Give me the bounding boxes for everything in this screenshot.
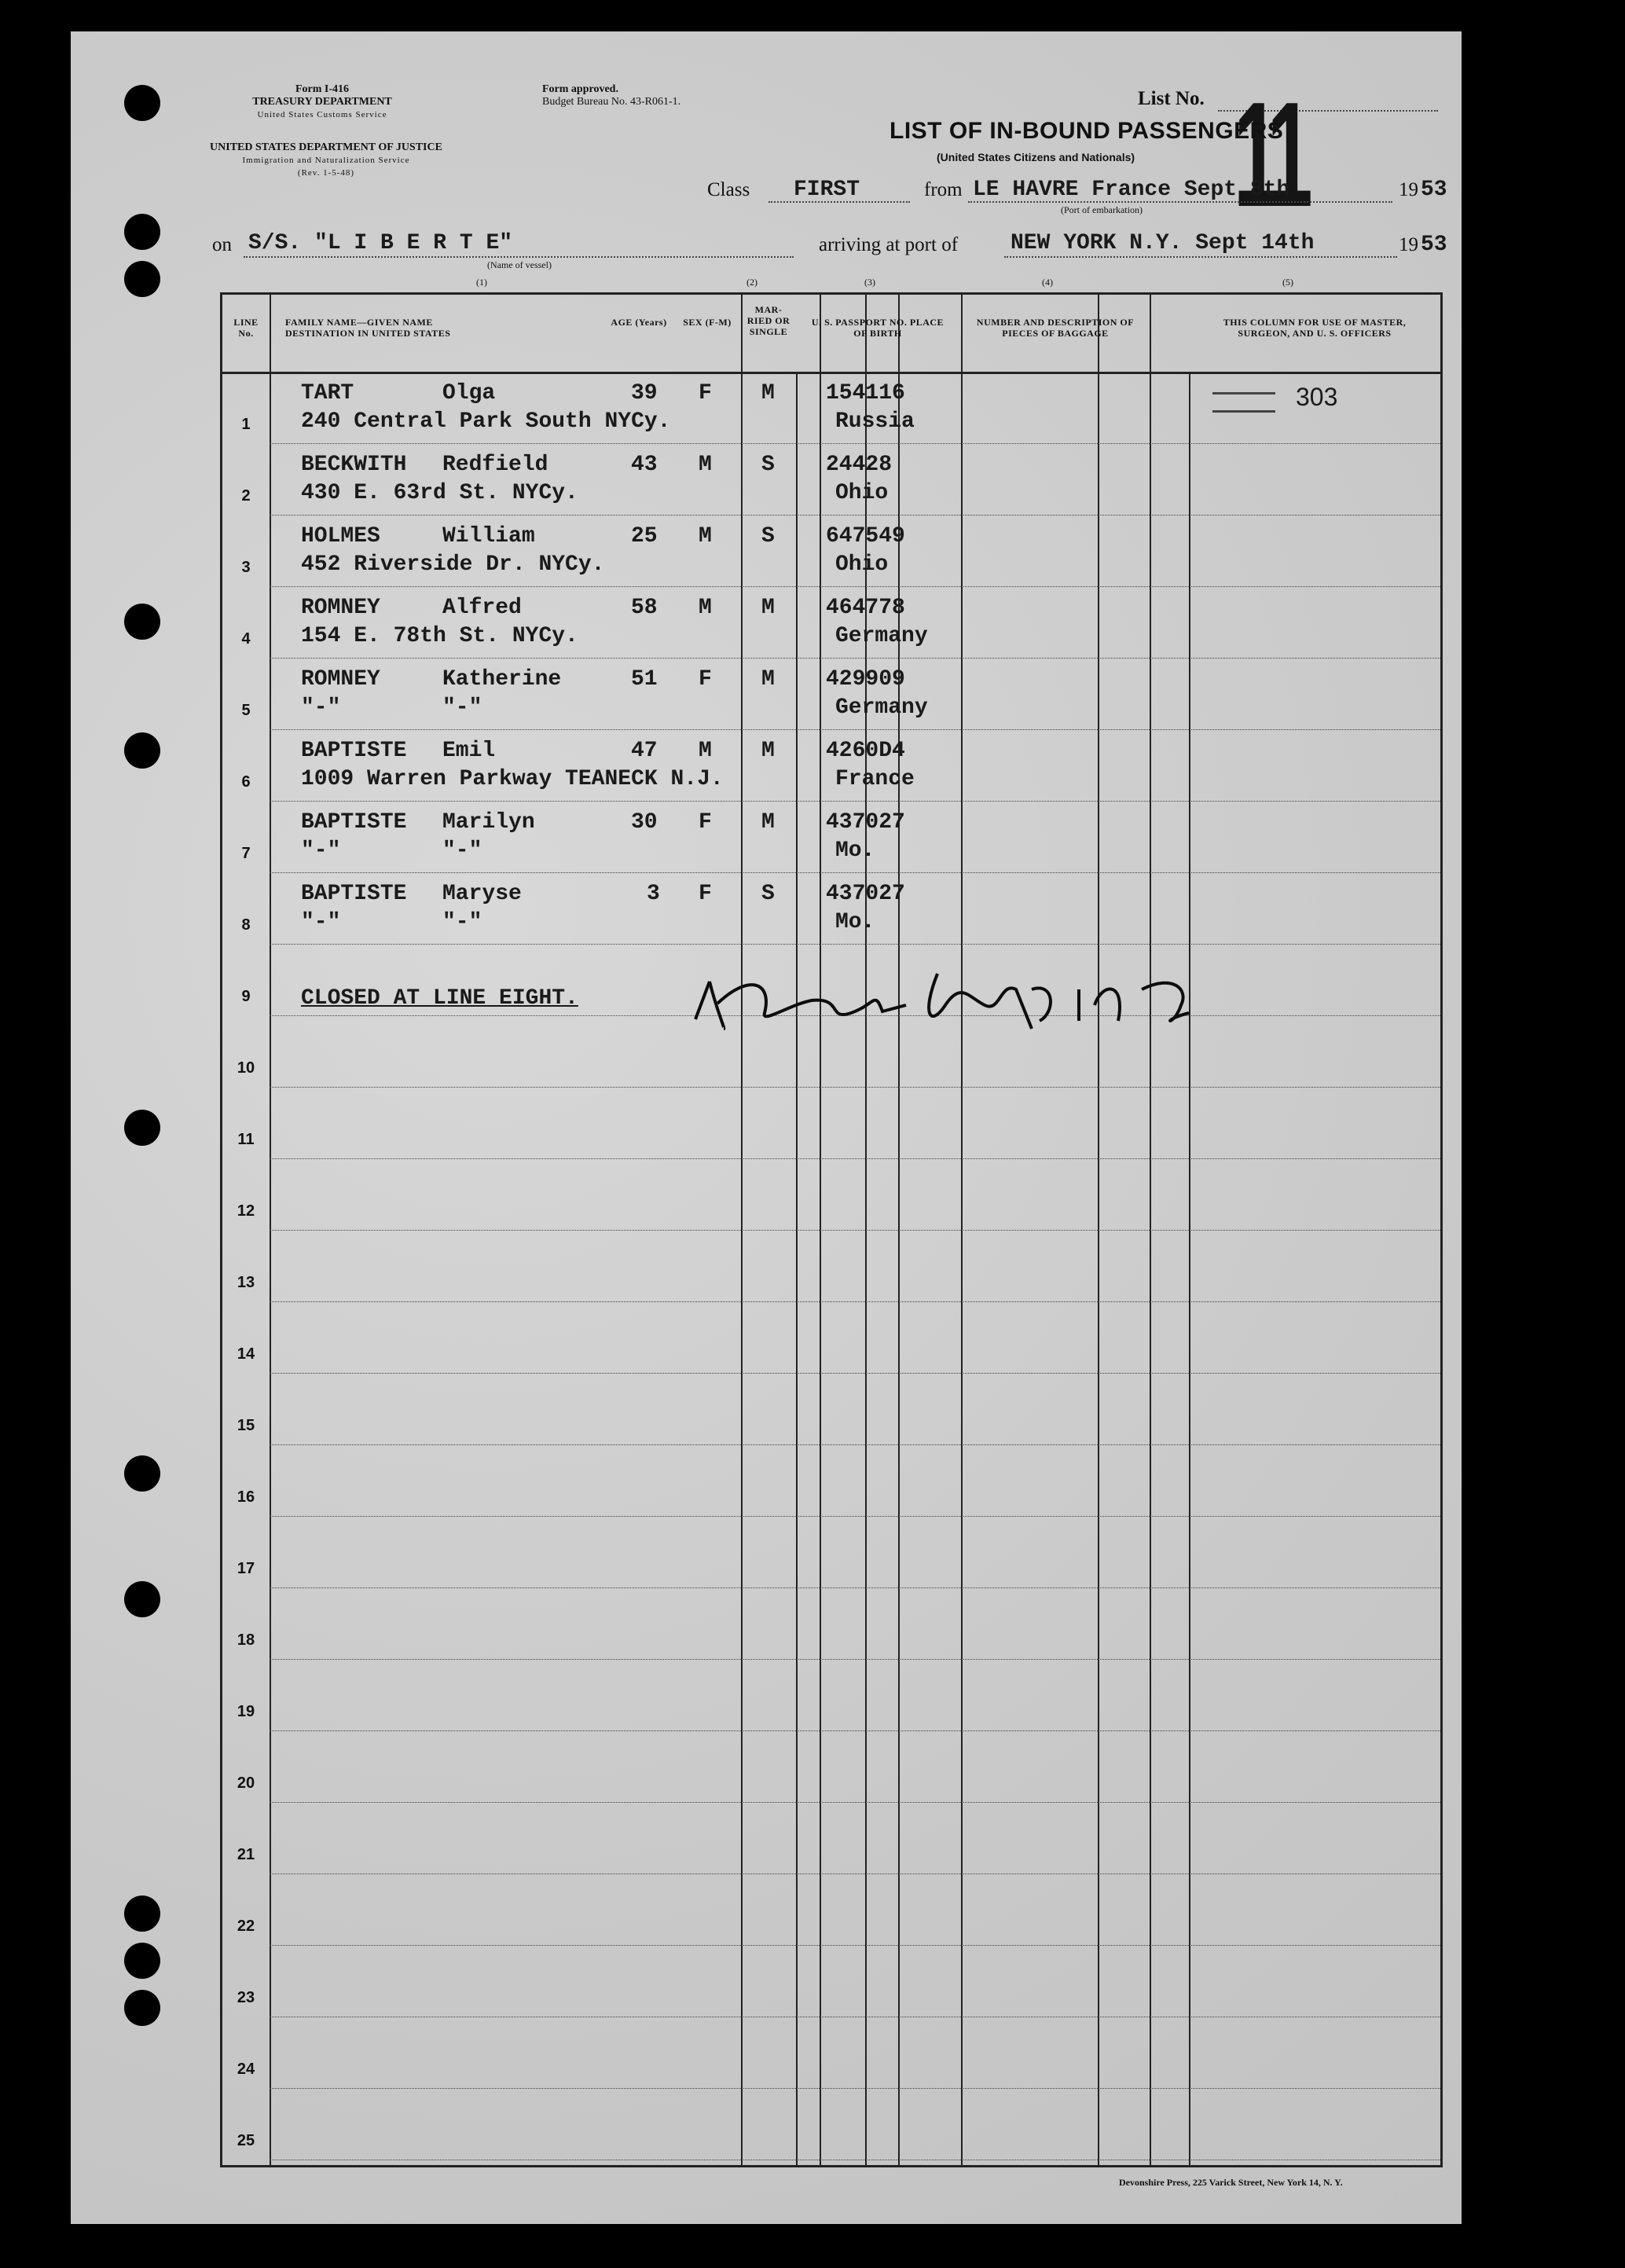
line-number: 24 [237, 2061, 255, 2078]
line-number: 16 [237, 1488, 255, 1506]
on-label: on [212, 234, 232, 255]
passenger-given-name: Redfield [442, 453, 548, 477]
passenger-surname: BAPTISTE [301, 882, 407, 906]
ins-service: Immigration and Naturalization Service [242, 156, 410, 165]
passenger-given-name: Katherine [442, 667, 562, 692]
passenger-destination: 452 Riverside Dr. NYCy. [301, 552, 605, 577]
line-number: 17 [237, 1560, 255, 1577]
form-approval [542, 83, 746, 108]
passenger-marital-status: M [761, 381, 775, 406]
row-rule [270, 1444, 1440, 1445]
row-rule [270, 1802, 1440, 1803]
arriving-label: arriving at port of [819, 234, 959, 255]
passenger-surname: BECKWITH [301, 453, 407, 477]
arriving-line [1004, 256, 1397, 258]
officer-note: 303 [1296, 383, 1338, 411]
passenger-destination: 240 Central Park South NYCy. [301, 409, 671, 434]
row-rule [270, 2088, 1440, 2089]
binder-hole [124, 1943, 160, 1979]
line-number: 8 [241, 916, 251, 934]
row-rule [270, 872, 1440, 873]
col-header-baggage: NUMBER AND DESCRIPTION OF PIECES OF BAGGAGE [976, 317, 1135, 339]
line-number: 11 [237, 1131, 255, 1148]
passenger-given-name: Marilyn [442, 810, 535, 835]
col-divider [796, 372, 798, 2165]
passport-number: 437027 [826, 810, 905, 835]
passenger-destination: 154 E. 78th St. NYCy. [301, 624, 578, 648]
passenger-marital-status: S [761, 453, 775, 477]
form-header-left [204, 83, 440, 121]
row-rule [270, 1301, 1440, 1302]
col-header-name: FAMILY NAME—GIVEN NAME DESTINATION IN UNITED STATES [285, 317, 451, 339]
passenger-sex: M [699, 453, 712, 477]
from-year-value: 53 [1421, 178, 1447, 202]
passenger-age: 51 [631, 667, 658, 692]
row-rule [270, 801, 1440, 802]
passenger-age: 58 [631, 596, 658, 620]
row-rule [270, 1230, 1440, 1231]
passenger-marital-status: S [761, 882, 775, 906]
col-header-officers: THIS COLUMN FOR USE OF MASTER, SURGEON, AND U. S. OFFICERS [1223, 317, 1407, 339]
signature-stroke [695, 982, 906, 1029]
passenger-surname: BAPTISTE [301, 739, 407, 763]
passport-number: 24428 [826, 453, 893, 477]
col-marker-3: (3) [864, 277, 875, 288]
binder-hole [124, 1990, 160, 2026]
line-number: 6 [241, 773, 251, 791]
binder-hole [124, 214, 160, 250]
col-divider [1189, 372, 1190, 2165]
officer-signature [686, 958, 1205, 1037]
line-number: 7 [241, 845, 251, 862]
form-title: LIST OF IN-BOUND PASSENGERS [890, 118, 1284, 144]
passport-number: 154116 [826, 381, 905, 406]
row-rule [270, 729, 1440, 730]
form-header-justice [196, 141, 456, 179]
line-number: 18 [237, 1631, 255, 1649]
row-rule [270, 658, 1440, 659]
col-header-passport: U. S. PASSPORT NO. PLACE OF BIRTH [811, 317, 945, 339]
passenger-given-name: Olga [442, 381, 496, 406]
passenger-sex: F [699, 882, 712, 906]
arriving-value: NEW YORK N.Y. Sept 14th [1011, 231, 1315, 255]
place-of-birth: France [835, 767, 915, 791]
row-rule [270, 1730, 1440, 1731]
passenger-destination: 430 E. 63rd St. NYCy. [301, 481, 578, 505]
row-rule [270, 1087, 1440, 1088]
passenger-marital-status: M [761, 667, 775, 692]
line-number: 10 [237, 1059, 255, 1077]
justice-dept: UNITED STATES DEPARTMENT OF JUSTICE [210, 141, 442, 153]
line-number: 13 [237, 1274, 255, 1291]
budget-text: Budget Bureau No. 43-R061-1. [542, 96, 681, 108]
line-number: 15 [237, 1417, 255, 1434]
line-number: 5 [241, 702, 251, 719]
line-number: 1 [241, 416, 251, 433]
passenger-marital-status: M [761, 596, 775, 620]
line-number: 2 [241, 487, 251, 505]
place-of-birth: Ohio [835, 552, 889, 577]
passenger-marital-status: M [761, 739, 775, 763]
passenger-sex: F [699, 667, 712, 692]
place-of-birth: Russia [835, 409, 915, 434]
passenger-destination: "-" [301, 910, 341, 934]
from-value: LE HAVRE France Sept 8th [973, 178, 1290, 202]
passport-number: 647549 [826, 524, 905, 549]
row-rule [270, 944, 1440, 945]
passenger-sex: F [699, 810, 712, 835]
passenger-destination-ditto: "-" [442, 910, 482, 934]
place-of-birth: Ohio [835, 481, 889, 505]
line-number: 20 [237, 1774, 255, 1792]
passenger-marital-status: S [761, 524, 775, 549]
header-rule [222, 372, 1440, 374]
line-number: 12 [237, 1202, 255, 1220]
passenger-sex: M [699, 596, 712, 620]
class-label: Class [707, 179, 750, 200]
line-number: 14 [237, 1345, 255, 1363]
closed-text: CLOSED AT LINE EIGHT. [301, 986, 578, 1011]
passenger-marital-status: M [761, 810, 775, 835]
row-rule [270, 1587, 1440, 1588]
row-rule [270, 1516, 1440, 1517]
vessel-value: S/S. "L I B E R T E" [248, 231, 513, 255]
line-number: 21 [237, 1846, 255, 1863]
form-subtitle: (United States Citizens and Nationals) [937, 151, 1135, 163]
officer-mark [1212, 392, 1275, 413]
row-rule [270, 443, 1440, 444]
passenger-surname: ROMNEY [301, 667, 380, 692]
passenger-destination: "-" [301, 695, 341, 720]
place-of-birth: Germany [835, 695, 928, 720]
passenger-sex: M [699, 739, 712, 763]
binder-hole [124, 1581, 160, 1617]
col-header-sex: SEX (F-M) [683, 317, 732, 328]
from-year-label: 19 [1399, 179, 1418, 200]
passport-number: 464778 [826, 596, 905, 620]
passenger-age: 30 [631, 810, 658, 835]
from-label: from [924, 179, 963, 200]
passenger-age: 25 [631, 524, 658, 549]
binder-hole [124, 732, 160, 769]
binder-hole [124, 604, 160, 640]
treasury-dept: TREASURY DEPARTMENT [252, 96, 392, 108]
passport-number: 4260D4 [826, 739, 905, 763]
vessel-caption: (Name of vessel) [487, 259, 552, 270]
row-rule [270, 586, 1440, 587]
passport-number: 429909 [826, 667, 905, 692]
passenger-destination-ditto: "-" [442, 839, 482, 863]
col-header-age: AGE (Years) [611, 317, 667, 328]
passenger-given-name: Alfred [442, 596, 522, 620]
port-embark-caption: (Port of embarkation) [1061, 204, 1143, 215]
line-number: 4 [241, 630, 251, 648]
place-of-birth: Mo. [835, 839, 875, 863]
passenger-age: 43 [631, 453, 658, 477]
col-marker-1: (1) [476, 277, 487, 288]
passenger-age: 47 [631, 739, 658, 763]
passenger-age: 3 [647, 882, 660, 906]
row-rule [270, 1158, 1440, 1159]
list-no-label: List No. [1138, 88, 1205, 109]
customs-service: United States Customs Service [257, 110, 387, 119]
passenger-surname: TART [301, 381, 354, 406]
binder-hole [124, 1896, 160, 1932]
line-number: 22 [237, 1918, 255, 1935]
line-number: 25 [237, 2132, 255, 2149]
form-id: Form I-416 [295, 83, 350, 95]
passenger-age: 39 [631, 381, 658, 406]
list-number: 11 [1234, 72, 1305, 238]
passenger-surname: ROMNEY [301, 596, 380, 620]
arrive-year-value: 53 [1421, 233, 1447, 257]
passenger-sex: M [699, 524, 712, 549]
passenger-surname: BAPTISTE [301, 810, 407, 835]
arrive-year-label: 19 [1399, 234, 1418, 255]
vessel-line [244, 256, 794, 258]
row-rule [270, 1373, 1440, 1374]
approved-text: Form approved. [542, 83, 618, 95]
passenger-destination: 1009 Warren Parkway TEANECK N.J. [301, 767, 724, 791]
place-of-birth: Mo. [835, 910, 875, 934]
row-rule [270, 515, 1440, 516]
row-rule [270, 1659, 1440, 1660]
signature-stroke [1079, 983, 1189, 1021]
binder-hole [124, 1110, 160, 1146]
revision: (Rev. 1-5-48) [297, 168, 355, 178]
col-marker-5: (5) [1282, 277, 1293, 288]
passenger-sex: F [699, 381, 712, 406]
row-rule [270, 1945, 1440, 1946]
col-marker-4: (4) [1042, 277, 1053, 288]
passenger-destination: "-" [301, 839, 341, 863]
line-number: 23 [237, 1989, 255, 2006]
passenger-table [220, 292, 1443, 2167]
binder-hole [124, 85, 160, 121]
col-header-line: LINE No. [233, 317, 259, 339]
signature-stroke [929, 974, 1051, 1029]
line-number: 3 [241, 559, 251, 576]
passenger-given-name: William [442, 524, 535, 549]
binder-hole [124, 1455, 160, 1492]
printer-footer: Devonshire Press, 225 Varick Street, New York 14, N. Y. [1119, 2177, 1343, 2188]
passenger-given-name: Maryse [442, 882, 522, 906]
passenger-given-name: Emil [442, 739, 496, 763]
line-number: 9 [241, 988, 251, 1005]
passport-number: 437027 [826, 882, 905, 906]
passenger-surname: HOLMES [301, 524, 380, 549]
place-of-birth: Germany [835, 624, 928, 648]
passenger-destination-ditto: "-" [442, 695, 482, 720]
line-number: 19 [237, 1703, 255, 1720]
row-rule [270, 1873, 1440, 1874]
binder-hole [124, 261, 160, 297]
class-value: FIRST [794, 178, 860, 202]
col-header-married: MAR-RIED OR SINGLE [746, 304, 790, 337]
col-marker-2: (2) [746, 277, 757, 288]
